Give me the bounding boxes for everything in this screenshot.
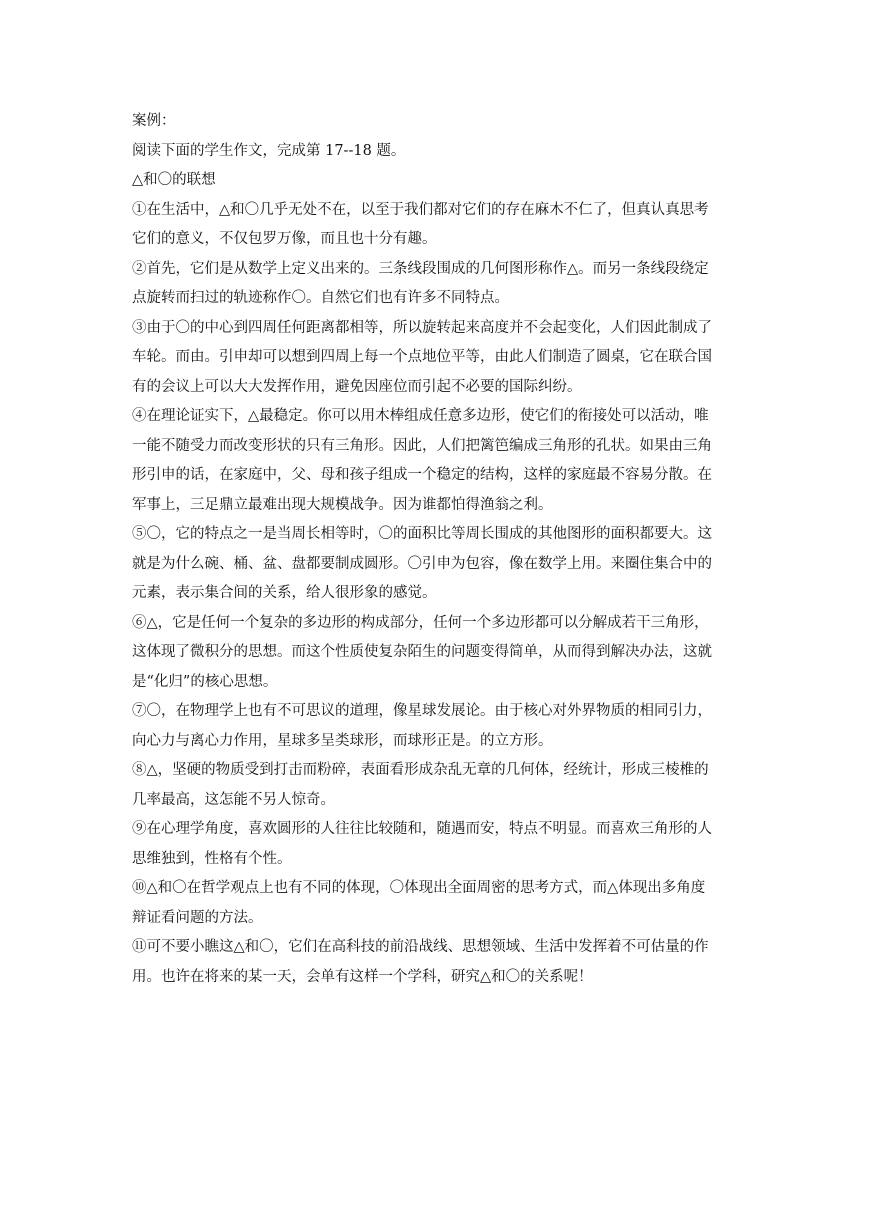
paragraph-line: 是“化归”的核心思想。 <box>132 673 278 690</box>
question-instruction: 阅读下面的学生作文，完成第 17--18 题。 <box>132 142 406 159</box>
case-label: 案例： <box>132 113 176 129</box>
paragraph-line: 用。也许在将来的某一天，会单有这样一个学科，研究△和〇的关系呢！ <box>132 968 593 985</box>
paragraph-line: 这体现了微积分的思想。而这个性质使复杂陌生的问题变得简单，从而得到解决办法，这就 <box>132 644 712 660</box>
essay-paragraph-5 <box>132 520 742 609</box>
paragraph-line: ⑩△和〇在哲学观点上也有不同的体现，〇体现出全面周密的思考方式，而△体现出多角度 <box>132 880 706 896</box>
paragraph-line: ⑤〇，它的特点之一是当周长相等时，〇的面积比等周长围成的其他图形的面积都要大。这 <box>132 526 712 542</box>
essay-paragraph-3 <box>132 314 742 403</box>
paragraph-line: 军事上，三足鼎立最难出现大规模战争。因为谁都怕得渔翁之利。 <box>132 496 553 513</box>
paragraph-line: 向心力与离心力作用，星球多呈类球形，而球形正是。的立方形。 <box>132 732 553 749</box>
paragraph-line: 点旋转而扫过的轨迹称作〇。自然它们也有许多不同特点。 <box>132 290 509 306</box>
paragraph-line: ④在理论证实下，△最稳定。你可以用木棒组成任意多边形，使它们的衔接处可以活动，唯 <box>132 408 709 424</box>
paragraph-line: ①在生活中，△和〇几乎无处不在，以至于我们都对它们的存在麻木不仁了，但真认真思考 <box>132 201 709 218</box>
document-content <box>132 107 742 992</box>
essay-paragraph-8 <box>132 756 742 815</box>
essay-paragraph-2 <box>132 255 742 314</box>
paragraph-line: 元素，表示集合间的关系，给人很形象的感觉。 <box>132 585 437 601</box>
essay-paragraph-4 <box>132 402 742 520</box>
paragraph-line: 形引申的话，在家庭中，父、母和孩子组成一个稳定的结构，这样的家庭最不容易分散。在 <box>132 467 712 483</box>
paragraph-line: 一能不随受力而改变形状的只有三角形。因此，人们把篱笆编成三角形的孔状。如果由三角 <box>132 437 712 454</box>
paragraph-line: ⑧△，坚硬的物质受到打击而粉碎，表面看形成杂乱无章的几何体，经统计，形成三棱椎的 <box>132 762 709 778</box>
paragraph-line: ⑨在心理学角度，喜欢圆形的人往往比较随和，随遇而安，特点不明显。而喜欢三角形的人 <box>132 821 712 837</box>
paragraph-line: ⑥△，它是任何一个复杂的多边形的构成部分，任何一个多边形都可以分解成若干三角形， <box>132 614 709 631</box>
paragraph-line: ⑪可不要小瞧这△和〇，它们在高科技的前沿战线、思想领域、生活中发挥着不可估量的作 <box>132 939 709 955</box>
essay-title: △和〇的联想 <box>132 172 216 188</box>
paragraph-line: 辩证看问题的方法。 <box>132 909 263 926</box>
paragraph-line: 它们的意义，不仅包罗万像，而且也十分有趣。 <box>132 231 437 247</box>
essay-body <box>132 196 742 993</box>
essay-paragraph-9 <box>132 815 742 874</box>
essay-paragraph-1 <box>132 196 742 255</box>
essay-paragraph-10 <box>132 874 742 933</box>
paragraph-line: 几率最高，这怎能不另人惊奇。 <box>132 791 335 808</box>
paragraph-line: 车轮。而由。引申却可以想到四周上每一个点地位平等，由此人们制造了圆桌，它在联合国 <box>132 349 712 365</box>
paragraph-line: ③由于〇的中心到四周任何距离都相等，所以旋转起来高度并不会起变化，人们因此制成了 <box>132 319 712 336</box>
paragraph-line: 思维独到，性格有个性。 <box>132 850 292 867</box>
paragraph-line: ②首先，它们是从数学上定义出来的。三条线段围成的几何图形称作△。而另一条线段绕定 <box>132 260 709 277</box>
essay-paragraph-7 <box>132 697 742 756</box>
essay-paragraph-11 <box>132 933 742 992</box>
paragraph-line: 有的会议上可以大大发挥作用，避免因座位而引起不必要的国际纠纷。 <box>132 378 582 395</box>
essay-paragraph-6 <box>132 609 742 698</box>
paragraph-line: 就是为什么碗、桶、盆、盘都要制成圆形。〇引申为包容，像在数学上用。来圈住集合中的 <box>132 555 712 572</box>
paragraph-line: ⑦〇，在物理学上也有不可思议的道理，像星球发展论。由于核心对外界物质的相同引力， <box>132 703 712 719</box>
